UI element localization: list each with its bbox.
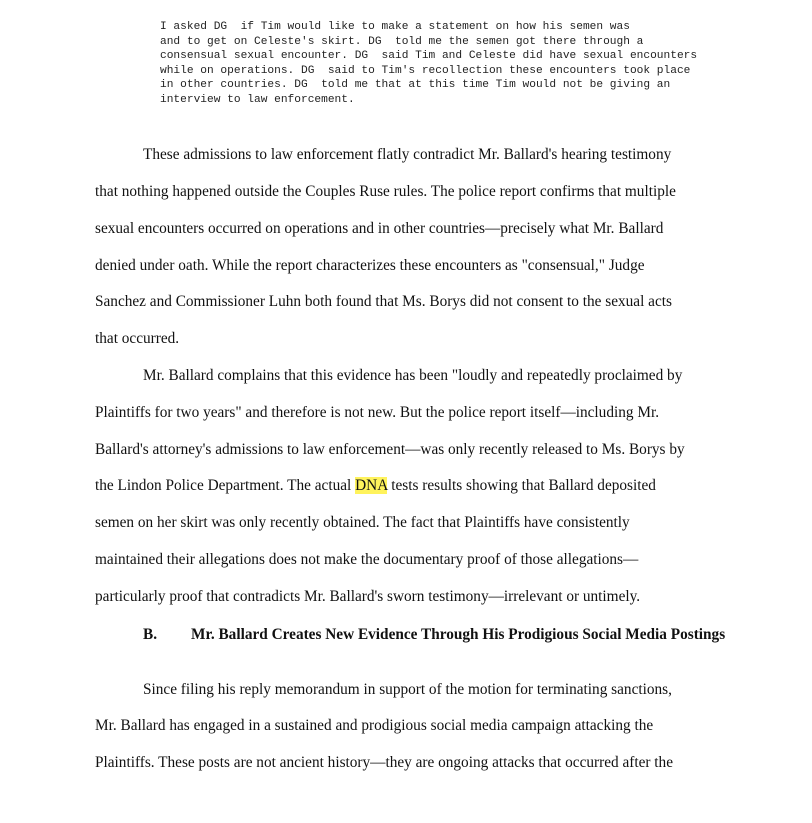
quote-line: I asked DG if Tim would like to make a statement on how his semen was — [160, 21, 630, 33]
line-text: the Lindon Police Department. The actual — [95, 477, 356, 494]
paragraph-line: that nothing happened outside the Couples Ruse rules. The police report confirms that multiple — [95, 183, 676, 200]
paragraph-line: Plaintiffs for two years" and therefore is not new. But the police report itself—including Mr. — [95, 404, 660, 421]
paragraph-line: that occurred. — [95, 330, 180, 347]
quote-line: in other countries. DG told me that at this time Tim would not be giving an — [160, 79, 671, 92]
paragraph-line: particularly proof that contradicts Mr. Ballard's sworn testimony—irrelevant or untimely. — [95, 588, 641, 605]
quote-line: while on operations. DG said to Tim's recollection these encounters took place — [160, 64, 691, 77]
paragraph-line: Sanchez and Commissioner Luhn both found that Ms. Borys did not consent to the sexual acts — [95, 293, 672, 310]
police-report-quote — [160, 20, 760, 108]
quote-line: interview to law enforcement. — [160, 93, 355, 106]
paragraph-line: Since filing his reply memorandum in support of the motion for terminating sanctions, — [143, 681, 672, 698]
paragraph-line: semen on her skirt was only recently obtained. The fact that Plaintiffs have consistently — [95, 514, 630, 531]
section-heading-title: Mr. Ballard Creates New Evidence Through His Prodigious Social Media Postings — [191, 626, 726, 643]
paragraph-line: Mr. Ballard has engaged in a sustained and prodigious social media campaign attacking the — [95, 717, 654, 734]
paragraph-line: These admissions to law enforcement flatly contradict Mr. Ballard's hearing testimony — [143, 146, 672, 163]
quote-line: consensual sexual encounter. DG said Tim and Celeste did have sexual encounters — [160, 50, 698, 63]
paragraph-line: sexual encounters occurred on operations and in other countries—precisely what Mr. Ballard — [95, 220, 664, 237]
paragraph-line: Mr. Ballard complains that this evidence has been "loudly and repeatedly proclaimed by — [143, 367, 683, 384]
paragraph-line — [95, 477, 656, 495]
quote-line: and to get on Celeste's skirt. DG told me the semen got there through a — [160, 35, 644, 48]
paragraph-line: Plaintiffs. These posts are not ancient history—they are ongoing attacks that occurred after the — [95, 754, 673, 771]
paragraph-line: Ballard's attorney's admissions to law enforcement—was only recently released to Ms. Borys by — [95, 441, 685, 458]
section-heading-letter: B. — [143, 626, 158, 643]
highlighted-term: DNA — [355, 477, 388, 494]
paragraph-line: maintained their allegations does not make the documentary proof of those allegations— — [95, 551, 639, 568]
paragraph-line: denied under oath. While the report characterizes these encounters as "consensual," Judge — [95, 257, 645, 274]
line-text: tests results showing that Ballard deposited — [387, 477, 656, 494]
